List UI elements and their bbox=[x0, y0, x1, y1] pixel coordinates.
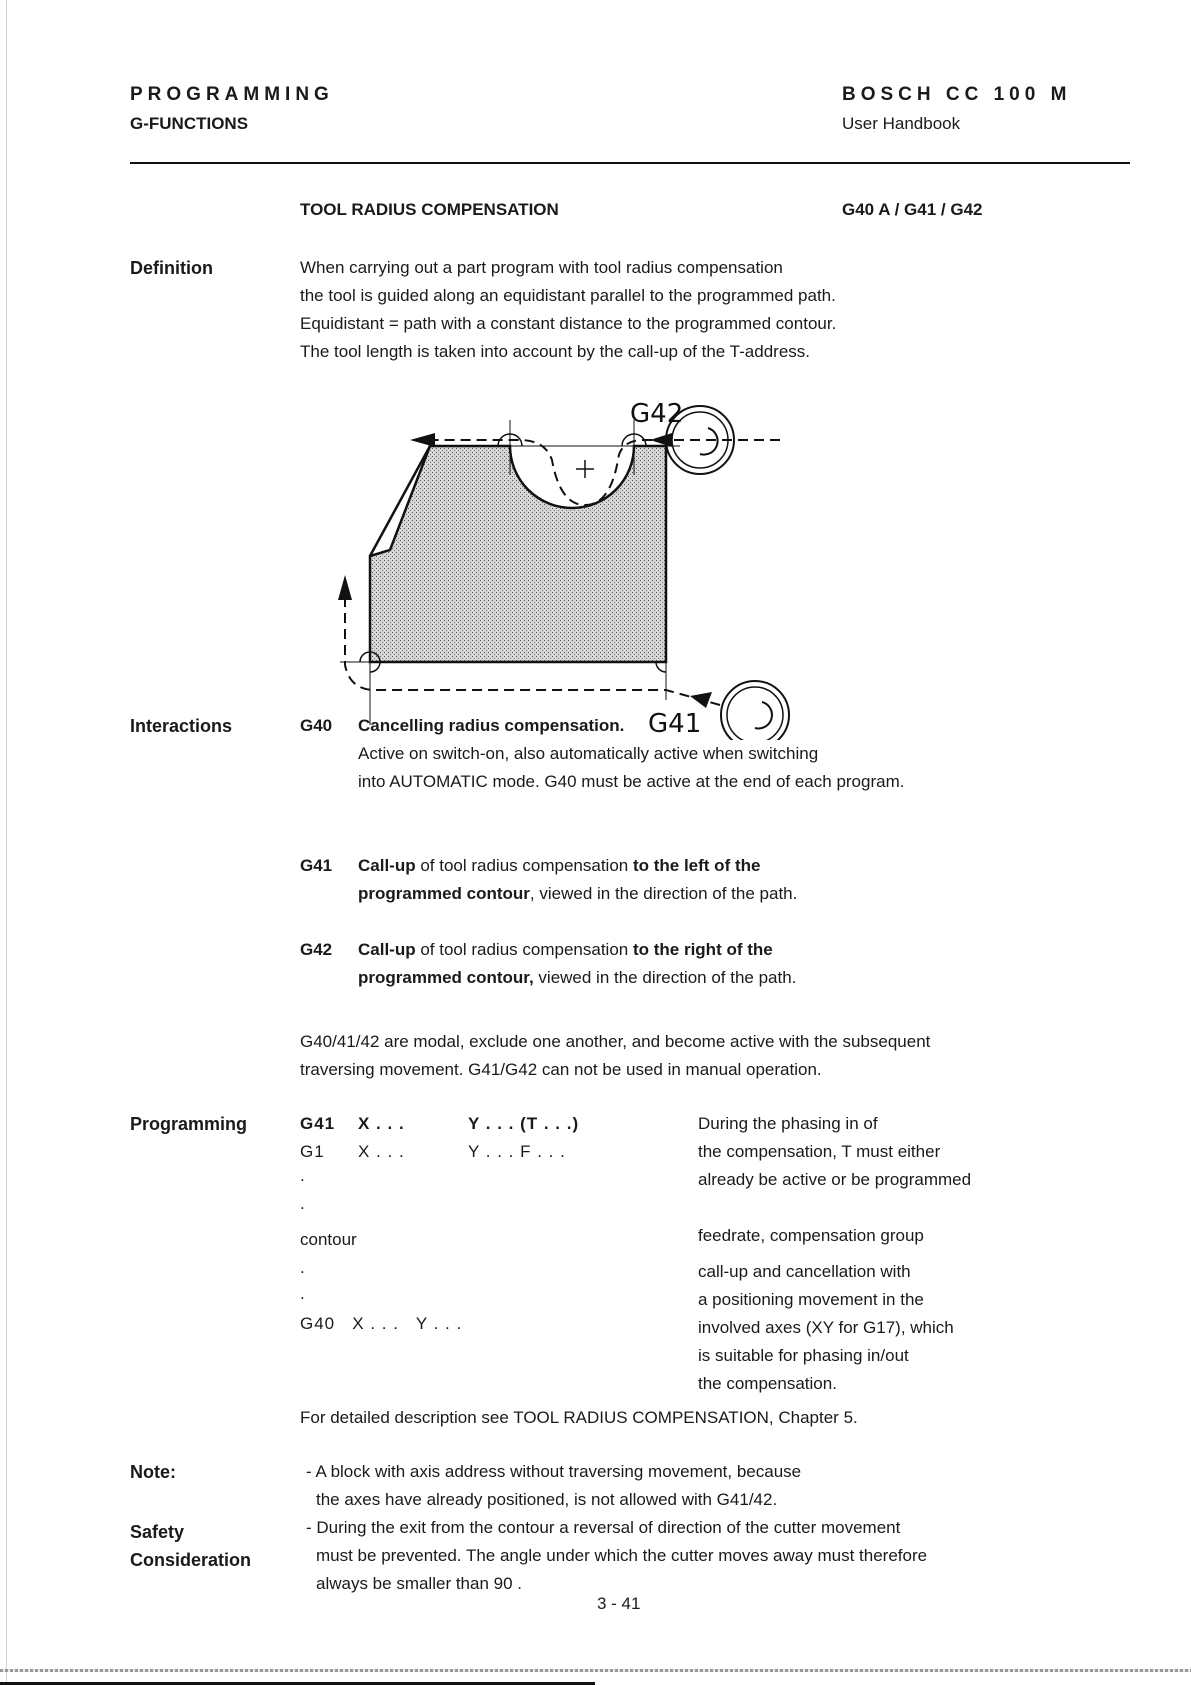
prog-row1-c3: Y . . . (T . . .) bbox=[468, 1114, 580, 1133]
prog-row2-c2: X . . . bbox=[358, 1142, 405, 1161]
diagram-label-g41: G41 bbox=[648, 709, 702, 739]
g41-text-end: , viewed in the direction of the path. bbox=[529, 884, 798, 903]
scan-edge bbox=[6, 0, 7, 1685]
note-line: the axes have already positioned, is not allowed with G41/42. bbox=[316, 1490, 778, 1509]
g41-code: G41 bbox=[300, 856, 333, 875]
note-label: Note: bbox=[130, 1462, 176, 1482]
prog-row1-c1: G41 bbox=[300, 1114, 336, 1133]
definition-line: the tool is guided along an equidistant parallel to the programmed path. bbox=[300, 286, 836, 305]
prog-note-line: the compensation, T must either bbox=[698, 1142, 941, 1161]
safety-line: must be prevented. The angle under which the cutter moves away must therefore bbox=[316, 1546, 928, 1565]
page-number: 3 - 41 bbox=[597, 1594, 641, 1613]
note-line: - A block with axis address without traversing movement, because bbox=[306, 1462, 802, 1481]
g42-description bbox=[358, 936, 796, 992]
interactions-label: Interactions bbox=[130, 716, 233, 736]
g41-bold-direction: to the left of the bbox=[632, 856, 761, 875]
section-title: TOOL RADIUS COMPENSATION bbox=[300, 200, 559, 219]
definition-line: When carrying out a part program with tool radius compensation bbox=[300, 258, 783, 277]
prog-note-line: feedrate, compensation group bbox=[698, 1226, 924, 1245]
note-text bbox=[306, 1458, 801, 1514]
prog-dot: . bbox=[300, 1258, 305, 1277]
prog-note-line: already be active or be programmed bbox=[698, 1170, 972, 1189]
prog-reference: For detailed description see TOOL RADIUS COMPENSATION, Chapter 5. bbox=[300, 1408, 858, 1427]
safety-line: always be smaller than 90 . bbox=[316, 1574, 522, 1593]
header-right-title: BOSCH CC 100 M bbox=[842, 84, 1072, 105]
g41-text: of tool radius compensation bbox=[415, 856, 633, 875]
g40-title: Cancelling radius compensation. bbox=[358, 716, 625, 735]
safety-label-line: Safety bbox=[130, 1522, 185, 1542]
definition-line: The tool length is taken into account by the call-up of the T-address. bbox=[300, 342, 810, 361]
prog-note-line: the compensation. bbox=[698, 1374, 837, 1393]
prog-row1-c2: X . . . bbox=[358, 1114, 405, 1133]
safety-line: - During the exit from the contour a reversal of direction of the cutter movement bbox=[306, 1518, 901, 1537]
prog-note-line: call-up and cancellation with bbox=[698, 1262, 911, 1281]
definition-line: Equidistant = path with a constant distance to the programmed contour. bbox=[300, 314, 837, 333]
modal-note bbox=[300, 1028, 930, 1084]
prog-dot: . bbox=[300, 1284, 305, 1303]
g42-bold-contour: programmed contour, bbox=[358, 968, 534, 987]
safety-label-line: Consideration bbox=[130, 1550, 252, 1570]
g41-bold-callup: Call-up bbox=[358, 856, 416, 875]
section-codes: G40 A / G41 / G42 bbox=[842, 200, 983, 219]
prog-notes-bottom bbox=[698, 1222, 954, 1398]
g42-code: G42 bbox=[300, 940, 333, 959]
prog-row2-c1: G1 bbox=[300, 1142, 325, 1161]
modal-line: G40/41/42 are modal, exclude one another, and become active with the subsequent bbox=[300, 1032, 931, 1051]
g42-bold-callup: Call-up bbox=[358, 940, 416, 959]
prog-note-line: is suitable for phasing in/out bbox=[698, 1346, 909, 1365]
diagram-label-g42: G42 bbox=[630, 399, 684, 429]
prog-note-line: During the phasing in of bbox=[698, 1114, 878, 1133]
header-rule bbox=[130, 162, 1130, 164]
g40-description bbox=[358, 712, 904, 796]
g41-description bbox=[358, 852, 797, 908]
header-right-subtitle: User Handbook bbox=[842, 114, 961, 133]
prog-row2-c3: Y . . . F . . . bbox=[468, 1142, 566, 1161]
prog-notes-top bbox=[698, 1110, 971, 1194]
prog-g40-row: G40 X . . . Y . . . bbox=[300, 1314, 463, 1333]
prog-contour: contour bbox=[300, 1230, 357, 1249]
g42-bold-direction: to the right of the bbox=[632, 940, 773, 959]
g40-line: Active on switch-on, also automatically active when switching bbox=[358, 744, 819, 763]
definition-text bbox=[300, 254, 836, 366]
prog-dot: . bbox=[300, 1194, 305, 1213]
g42-text-end: viewed in the direction of the path. bbox=[533, 968, 797, 987]
g41-bold-contour: programmed contour bbox=[358, 884, 530, 903]
prog-dot: . bbox=[300, 1166, 305, 1185]
header-left-title: PROGRAMMING bbox=[130, 84, 334, 105]
safety-text bbox=[306, 1514, 927, 1598]
programming-label: Programming bbox=[130, 1114, 248, 1134]
prog-note-line: involved axes (XY for G17), which bbox=[698, 1318, 954, 1337]
header-left-subtitle: G-FUNCTIONS bbox=[130, 114, 249, 133]
g40-line: into AUTOMATIC mode. G40 must be active at the end of each program. bbox=[358, 772, 905, 791]
tool-radius-diagram bbox=[300, 360, 820, 740]
g40-code: G40 bbox=[300, 716, 333, 735]
definition-label: Definition bbox=[130, 258, 213, 278]
modal-line: traversing movement. G41/G42 can not be used in manual operation. bbox=[300, 1060, 822, 1079]
prog-note-line: a positioning movement in the bbox=[698, 1290, 924, 1309]
scan-border bbox=[0, 1669, 1191, 1672]
contour-diagram-icon bbox=[300, 360, 820, 740]
g42-text: of tool radius compensation bbox=[415, 940, 633, 959]
safety-label bbox=[130, 1518, 251, 1574]
